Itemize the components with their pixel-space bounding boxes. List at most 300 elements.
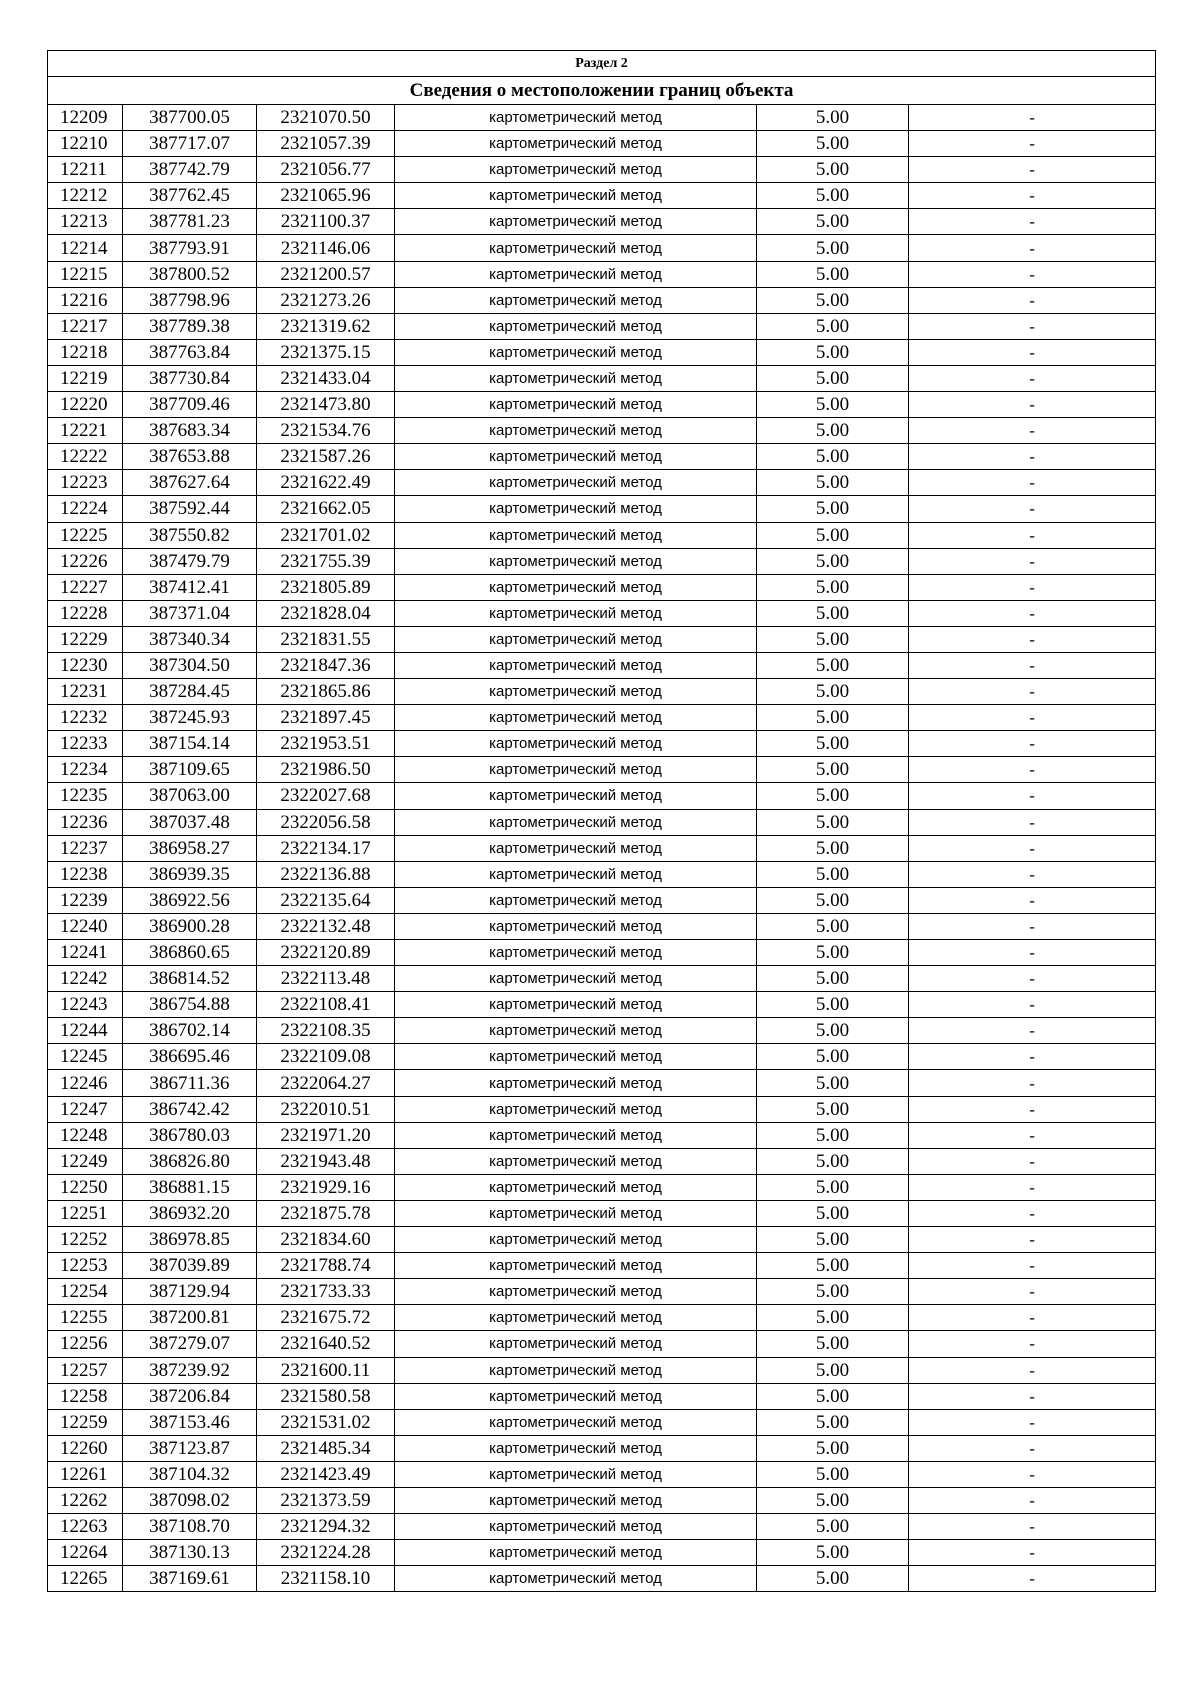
point-number-cell: 12219 [48,365,123,391]
method-cell: картометрический метод [395,783,757,809]
coordinate-y-cell: 2321294.32 [257,1514,395,1540]
accuracy-cell: 5.00 [757,1200,909,1226]
accuracy-cell: 5.00 [757,1070,909,1096]
method-cell: картометрический метод [395,1487,757,1513]
method-cell: картометрический метод [395,757,757,783]
point-number-cell: 12236 [48,809,123,835]
coordinate-x-cell: 387130.13 [123,1540,257,1566]
note-cell: - [909,418,1156,444]
point-number-cell: 12237 [48,835,123,861]
coordinate-y-cell: 2321423.49 [257,1461,395,1487]
method-cell: картометрический метод [395,131,757,157]
method-cell: картометрический метод [395,1279,757,1305]
note-cell: - [909,470,1156,496]
point-number-cell: 12242 [48,966,123,992]
coordinate-y-cell: 2322108.35 [257,1018,395,1044]
coordinate-y-cell: 2321534.76 [257,418,395,444]
coordinate-x-cell: 387800.52 [123,261,257,287]
coordinate-y-cell: 2321986.50 [257,757,395,783]
coordinate-y-cell: 2321375.15 [257,339,395,365]
note-cell: - [909,574,1156,600]
coordinate-y-cell: 2322113.48 [257,966,395,992]
note-cell: - [909,1044,1156,1070]
method-cell: картометрический метод [395,444,757,470]
coordinate-x-cell: 387709.46 [123,392,257,418]
coordinate-x-cell: 387037.48 [123,809,257,835]
coordinate-x-cell: 386922.56 [123,887,257,913]
table-title: Сведения о местоположении границ объекта [48,77,1156,105]
point-number-cell: 12255 [48,1305,123,1331]
coordinate-y-cell: 2321485.34 [257,1435,395,1461]
coordinate-y-cell: 2322134.17 [257,835,395,861]
note-cell: - [909,783,1156,809]
accuracy-cell: 5.00 [757,1227,909,1253]
accuracy-cell: 5.00 [757,287,909,313]
point-number-cell: 12231 [48,679,123,705]
coordinate-x-cell: 387129.94 [123,1279,257,1305]
coordinate-x-cell: 387340.34 [123,626,257,652]
method-cell: картометрический метод [395,1514,757,1540]
coordinate-y-cell: 2322135.64 [257,887,395,913]
table-row [48,183,1156,209]
method-cell: картометрический метод [395,261,757,287]
accuracy-cell: 5.00 [757,731,909,757]
table-row [48,1435,1156,1461]
note-cell: - [909,835,1156,861]
accuracy-cell: 5.00 [757,496,909,522]
point-number-cell: 12226 [48,548,123,574]
coordinate-y-cell: 2322109.08 [257,1044,395,1070]
table-row [48,444,1156,470]
table-row [48,418,1156,444]
method-cell: картометрический метод [395,574,757,600]
accuracy-cell: 5.00 [757,1174,909,1200]
coordinate-x-cell: 387123.87 [123,1435,257,1461]
table-row [48,105,1156,131]
table-row [48,679,1156,705]
accuracy-cell: 5.00 [757,157,909,183]
boundary-coordinates-table [47,50,1156,1592]
table-row [48,522,1156,548]
coordinate-x-cell: 387781.23 [123,209,257,235]
coordinate-y-cell: 2321828.04 [257,600,395,626]
coordinate-y-cell: 2321580.58 [257,1383,395,1409]
table-row [48,548,1156,574]
coordinate-y-cell: 2321875.78 [257,1200,395,1226]
coordinate-x-cell: 387039.89 [123,1253,257,1279]
coordinate-x-cell: 386814.52 [123,966,257,992]
point-number-cell: 12234 [48,757,123,783]
method-cell: картометрический метод [395,183,757,209]
point-number-cell: 12220 [48,392,123,418]
accuracy-cell: 5.00 [757,1253,909,1279]
table-row [48,339,1156,365]
method-cell: картометрический метод [395,105,757,131]
method-cell: картометрический метод [395,1148,757,1174]
point-number-cell: 12211 [48,157,123,183]
coordinate-y-cell: 2321622.49 [257,470,395,496]
point-number-cell: 12246 [48,1070,123,1096]
accuracy-cell: 5.00 [757,1148,909,1174]
coordinate-y-cell: 2321273.26 [257,287,395,313]
table-row [48,1514,1156,1540]
method-cell: картометрический метод [395,157,757,183]
note-cell: - [909,1018,1156,1044]
method-cell: картометрический метод [395,1018,757,1044]
table-row [48,235,1156,261]
coordinate-x-cell: 386826.80 [123,1148,257,1174]
accuracy-cell: 5.00 [757,444,909,470]
accuracy-cell: 5.00 [757,1357,909,1383]
method-cell: картометрический метод [395,679,757,705]
note-cell: - [909,940,1156,966]
coordinate-y-cell: 2322120.89 [257,940,395,966]
table-row [48,1383,1156,1409]
accuracy-cell: 5.00 [757,783,909,809]
table-row [48,940,1156,966]
coordinate-y-cell: 2322136.88 [257,861,395,887]
point-number-cell: 12214 [48,235,123,261]
point-number-cell: 12238 [48,861,123,887]
table-row [48,626,1156,652]
coordinate-x-cell: 387245.93 [123,705,257,731]
coordinate-y-cell: 2321146.06 [257,235,395,261]
note-cell: - [909,1148,1156,1174]
accuracy-cell: 5.00 [757,705,909,731]
accuracy-cell: 5.00 [757,392,909,418]
method-cell: картометрический метод [395,1409,757,1435]
table-row [48,887,1156,913]
table-row [48,1200,1156,1226]
coordinate-x-cell: 387479.79 [123,548,257,574]
coordinate-x-cell: 387683.34 [123,418,257,444]
table-row [48,652,1156,678]
point-number-cell: 12265 [48,1566,123,1592]
table-title-row [48,77,1156,105]
method-cell: картометрический метод [395,731,757,757]
point-number-cell: 12252 [48,1227,123,1253]
accuracy-cell: 5.00 [757,887,909,913]
note-cell: - [909,365,1156,391]
point-number-cell: 12228 [48,600,123,626]
accuracy-cell: 5.00 [757,548,909,574]
table-row [48,1487,1156,1513]
table-row [48,1253,1156,1279]
accuracy-cell: 5.00 [757,183,909,209]
table-row [48,809,1156,835]
coordinate-y-cell: 2321057.39 [257,131,395,157]
table-row [48,1122,1156,1148]
coordinate-y-cell: 2321897.45 [257,705,395,731]
coordinate-y-cell: 2321701.02 [257,522,395,548]
note-cell: - [909,1096,1156,1122]
note-cell: - [909,1070,1156,1096]
note-cell: - [909,444,1156,470]
coordinate-x-cell: 386695.46 [123,1044,257,1070]
note-cell: - [909,1305,1156,1331]
accuracy-cell: 5.00 [757,365,909,391]
method-cell: картометрический метод [395,1253,757,1279]
coordinate-x-cell: 387063.00 [123,783,257,809]
method-cell: картометрический метод [395,992,757,1018]
point-number-cell: 12258 [48,1383,123,1409]
method-cell: картометрический метод [395,365,757,391]
coordinate-x-cell: 387550.82 [123,522,257,548]
method-cell: картометрический метод [395,966,757,992]
coordinate-x-cell: 387763.84 [123,339,257,365]
coordinate-y-cell: 2321865.86 [257,679,395,705]
table-row [48,835,1156,861]
note-cell: - [909,861,1156,887]
note-cell: - [909,1540,1156,1566]
accuracy-cell: 5.00 [757,1540,909,1566]
accuracy-cell: 5.00 [757,1383,909,1409]
coordinate-y-cell: 2321319.62 [257,313,395,339]
note-cell: - [909,731,1156,757]
coordinate-x-cell: 386939.35 [123,861,257,887]
point-number-cell: 12261 [48,1461,123,1487]
note-cell: - [909,1357,1156,1383]
point-number-cell: 12260 [48,1435,123,1461]
method-cell: картометрический метод [395,496,757,522]
coordinate-y-cell: 2322064.27 [257,1070,395,1096]
coordinate-y-cell: 2321929.16 [257,1174,395,1200]
point-number-cell: 12232 [48,705,123,731]
coordinate-x-cell: 387742.79 [123,157,257,183]
coordinate-y-cell: 2321662.05 [257,496,395,522]
method-cell: картометрический метод [395,1096,757,1122]
accuracy-cell: 5.00 [757,209,909,235]
note-cell: - [909,887,1156,913]
table-row [48,365,1156,391]
coordinate-x-cell: 386860.65 [123,940,257,966]
coordinate-y-cell: 2321733.33 [257,1279,395,1305]
point-number-cell: 12235 [48,783,123,809]
point-number-cell: 12253 [48,1253,123,1279]
method-cell: картометрический метод [395,235,757,261]
note-cell: - [909,1253,1156,1279]
method-cell: картометрический метод [395,940,757,966]
coordinate-x-cell: 387109.65 [123,757,257,783]
note-cell: - [909,1435,1156,1461]
method-cell: картометрический метод [395,705,757,731]
point-number-cell: 12239 [48,887,123,913]
table-row [48,757,1156,783]
method-cell: картометрический метод [395,1122,757,1148]
method-cell: картометрический метод [395,652,757,678]
coordinate-y-cell: 2321755.39 [257,548,395,574]
point-number-cell: 12210 [48,131,123,157]
note-cell: - [909,235,1156,261]
note-cell: - [909,1487,1156,1513]
table-row [48,1461,1156,1487]
accuracy-cell: 5.00 [757,1279,909,1305]
point-number-cell: 12241 [48,940,123,966]
note-cell: - [909,105,1156,131]
accuracy-cell: 5.00 [757,1461,909,1487]
point-number-cell: 12223 [48,470,123,496]
note-cell: - [909,1566,1156,1592]
accuracy-cell: 5.00 [757,966,909,992]
coordinate-x-cell: 387200.81 [123,1305,257,1331]
point-number-cell: 12264 [48,1540,123,1566]
table-row [48,1096,1156,1122]
accuracy-cell: 5.00 [757,835,909,861]
accuracy-cell: 5.00 [757,1409,909,1435]
table-row [48,574,1156,600]
point-number-cell: 12259 [48,1409,123,1435]
method-cell: картометрический метод [395,1200,757,1226]
point-number-cell: 12213 [48,209,123,235]
point-number-cell: 12212 [48,183,123,209]
point-number-cell: 12221 [48,418,123,444]
table-row [48,496,1156,522]
point-number-cell: 12257 [48,1357,123,1383]
note-cell: - [909,757,1156,783]
accuracy-cell: 5.00 [757,261,909,287]
method-cell: картометрический метод [395,913,757,939]
coordinate-y-cell: 2321473.80 [257,392,395,418]
note-cell: - [909,705,1156,731]
table-row [48,392,1156,418]
point-number-cell: 12215 [48,261,123,287]
point-number-cell: 12243 [48,992,123,1018]
coordinate-y-cell: 2321953.51 [257,731,395,757]
method-cell: картометрический метод [395,1383,757,1409]
method-cell: картометрический метод [395,339,757,365]
coordinate-x-cell: 387153.46 [123,1409,257,1435]
accuracy-cell: 5.00 [757,652,909,678]
table-row [48,913,1156,939]
method-cell: картометрический метод [395,1540,757,1566]
coordinate-x-cell: 386900.28 [123,913,257,939]
coordinate-x-cell: 387304.50 [123,652,257,678]
section-label: Раздел 2 [48,51,1156,77]
accuracy-cell: 5.00 [757,992,909,1018]
coordinate-y-cell: 2321788.74 [257,1253,395,1279]
point-number-cell: 12254 [48,1279,123,1305]
method-cell: картометрический метод [395,418,757,444]
accuracy-cell: 5.00 [757,522,909,548]
point-number-cell: 12249 [48,1148,123,1174]
coordinate-x-cell: 387762.45 [123,183,257,209]
note-cell: - [909,913,1156,939]
table-row [48,1148,1156,1174]
method-cell: картометрический метод [395,313,757,339]
coordinate-y-cell: 2321943.48 [257,1148,395,1174]
accuracy-cell: 5.00 [757,1305,909,1331]
method-cell: картометрический метод [395,1435,757,1461]
coordinate-x-cell: 387239.92 [123,1357,257,1383]
table-row [48,131,1156,157]
table-row [48,992,1156,1018]
accuracy-cell: 5.00 [757,1514,909,1540]
table-row [48,287,1156,313]
table-row [48,1357,1156,1383]
table-row [48,783,1156,809]
section-header-row [48,51,1156,77]
point-number-cell: 12222 [48,444,123,470]
coordinate-x-cell: 386978.85 [123,1227,257,1253]
note-cell: - [909,522,1156,548]
point-number-cell: 12224 [48,496,123,522]
coordinate-y-cell: 2321831.55 [257,626,395,652]
coordinate-y-cell: 2322027.68 [257,783,395,809]
accuracy-cell: 5.00 [757,757,909,783]
coordinate-y-cell: 2322132.48 [257,913,395,939]
note-cell: - [909,1461,1156,1487]
coordinate-y-cell: 2321640.52 [257,1331,395,1357]
coordinate-x-cell: 386780.03 [123,1122,257,1148]
method-cell: картометрический метод [395,1070,757,1096]
coordinate-x-cell: 387789.38 [123,313,257,339]
point-number-cell: 12245 [48,1044,123,1070]
table-row [48,1044,1156,1070]
point-number-cell: 12240 [48,913,123,939]
table-row [48,1409,1156,1435]
accuracy-cell: 5.00 [757,1566,909,1592]
coordinate-y-cell: 2321200.57 [257,261,395,287]
method-cell: картометрический метод [395,470,757,496]
accuracy-cell: 5.00 [757,940,909,966]
note-cell: - [909,600,1156,626]
accuracy-cell: 5.00 [757,861,909,887]
point-number-cell: 12229 [48,626,123,652]
method-cell: картометрический метод [395,1044,757,1070]
table-row [48,1331,1156,1357]
coordinate-x-cell: 386754.88 [123,992,257,1018]
method-cell: картометрический метод [395,522,757,548]
coordinate-x-cell: 386711.36 [123,1070,257,1096]
coordinate-x-cell: 387700.05 [123,105,257,131]
table-row [48,1540,1156,1566]
note-cell: - [909,809,1156,835]
note-cell: - [909,1331,1156,1357]
method-cell: картометрический метод [395,1461,757,1487]
note-cell: - [909,966,1156,992]
method-cell: картометрический метод [395,209,757,235]
coordinate-y-cell: 2321224.28 [257,1540,395,1566]
accuracy-cell: 5.00 [757,1096,909,1122]
table-row [48,861,1156,887]
point-number-cell: 12247 [48,1096,123,1122]
table-row [48,1227,1156,1253]
accuracy-cell: 5.00 [757,1435,909,1461]
table-row [48,1174,1156,1200]
point-number-cell: 12248 [48,1122,123,1148]
accuracy-cell: 5.00 [757,235,909,261]
accuracy-cell: 5.00 [757,574,909,600]
coordinate-x-cell: 387284.45 [123,679,257,705]
note-cell: - [909,287,1156,313]
method-cell: картометрический метод [395,887,757,913]
table-row [48,209,1156,235]
coordinate-x-cell: 387798.96 [123,287,257,313]
coordinate-y-cell: 2322056.58 [257,809,395,835]
point-number-cell: 12233 [48,731,123,757]
note-cell: - [909,1383,1156,1409]
note-cell: - [909,183,1156,209]
coordinate-y-cell: 2321834.60 [257,1227,395,1253]
accuracy-cell: 5.00 [757,1487,909,1513]
note-cell: - [909,652,1156,678]
accuracy-cell: 5.00 [757,600,909,626]
accuracy-cell: 5.00 [757,313,909,339]
method-cell: картометрический метод [395,861,757,887]
accuracy-cell: 5.00 [757,105,909,131]
point-number-cell: 12216 [48,287,123,313]
table-row [48,470,1156,496]
